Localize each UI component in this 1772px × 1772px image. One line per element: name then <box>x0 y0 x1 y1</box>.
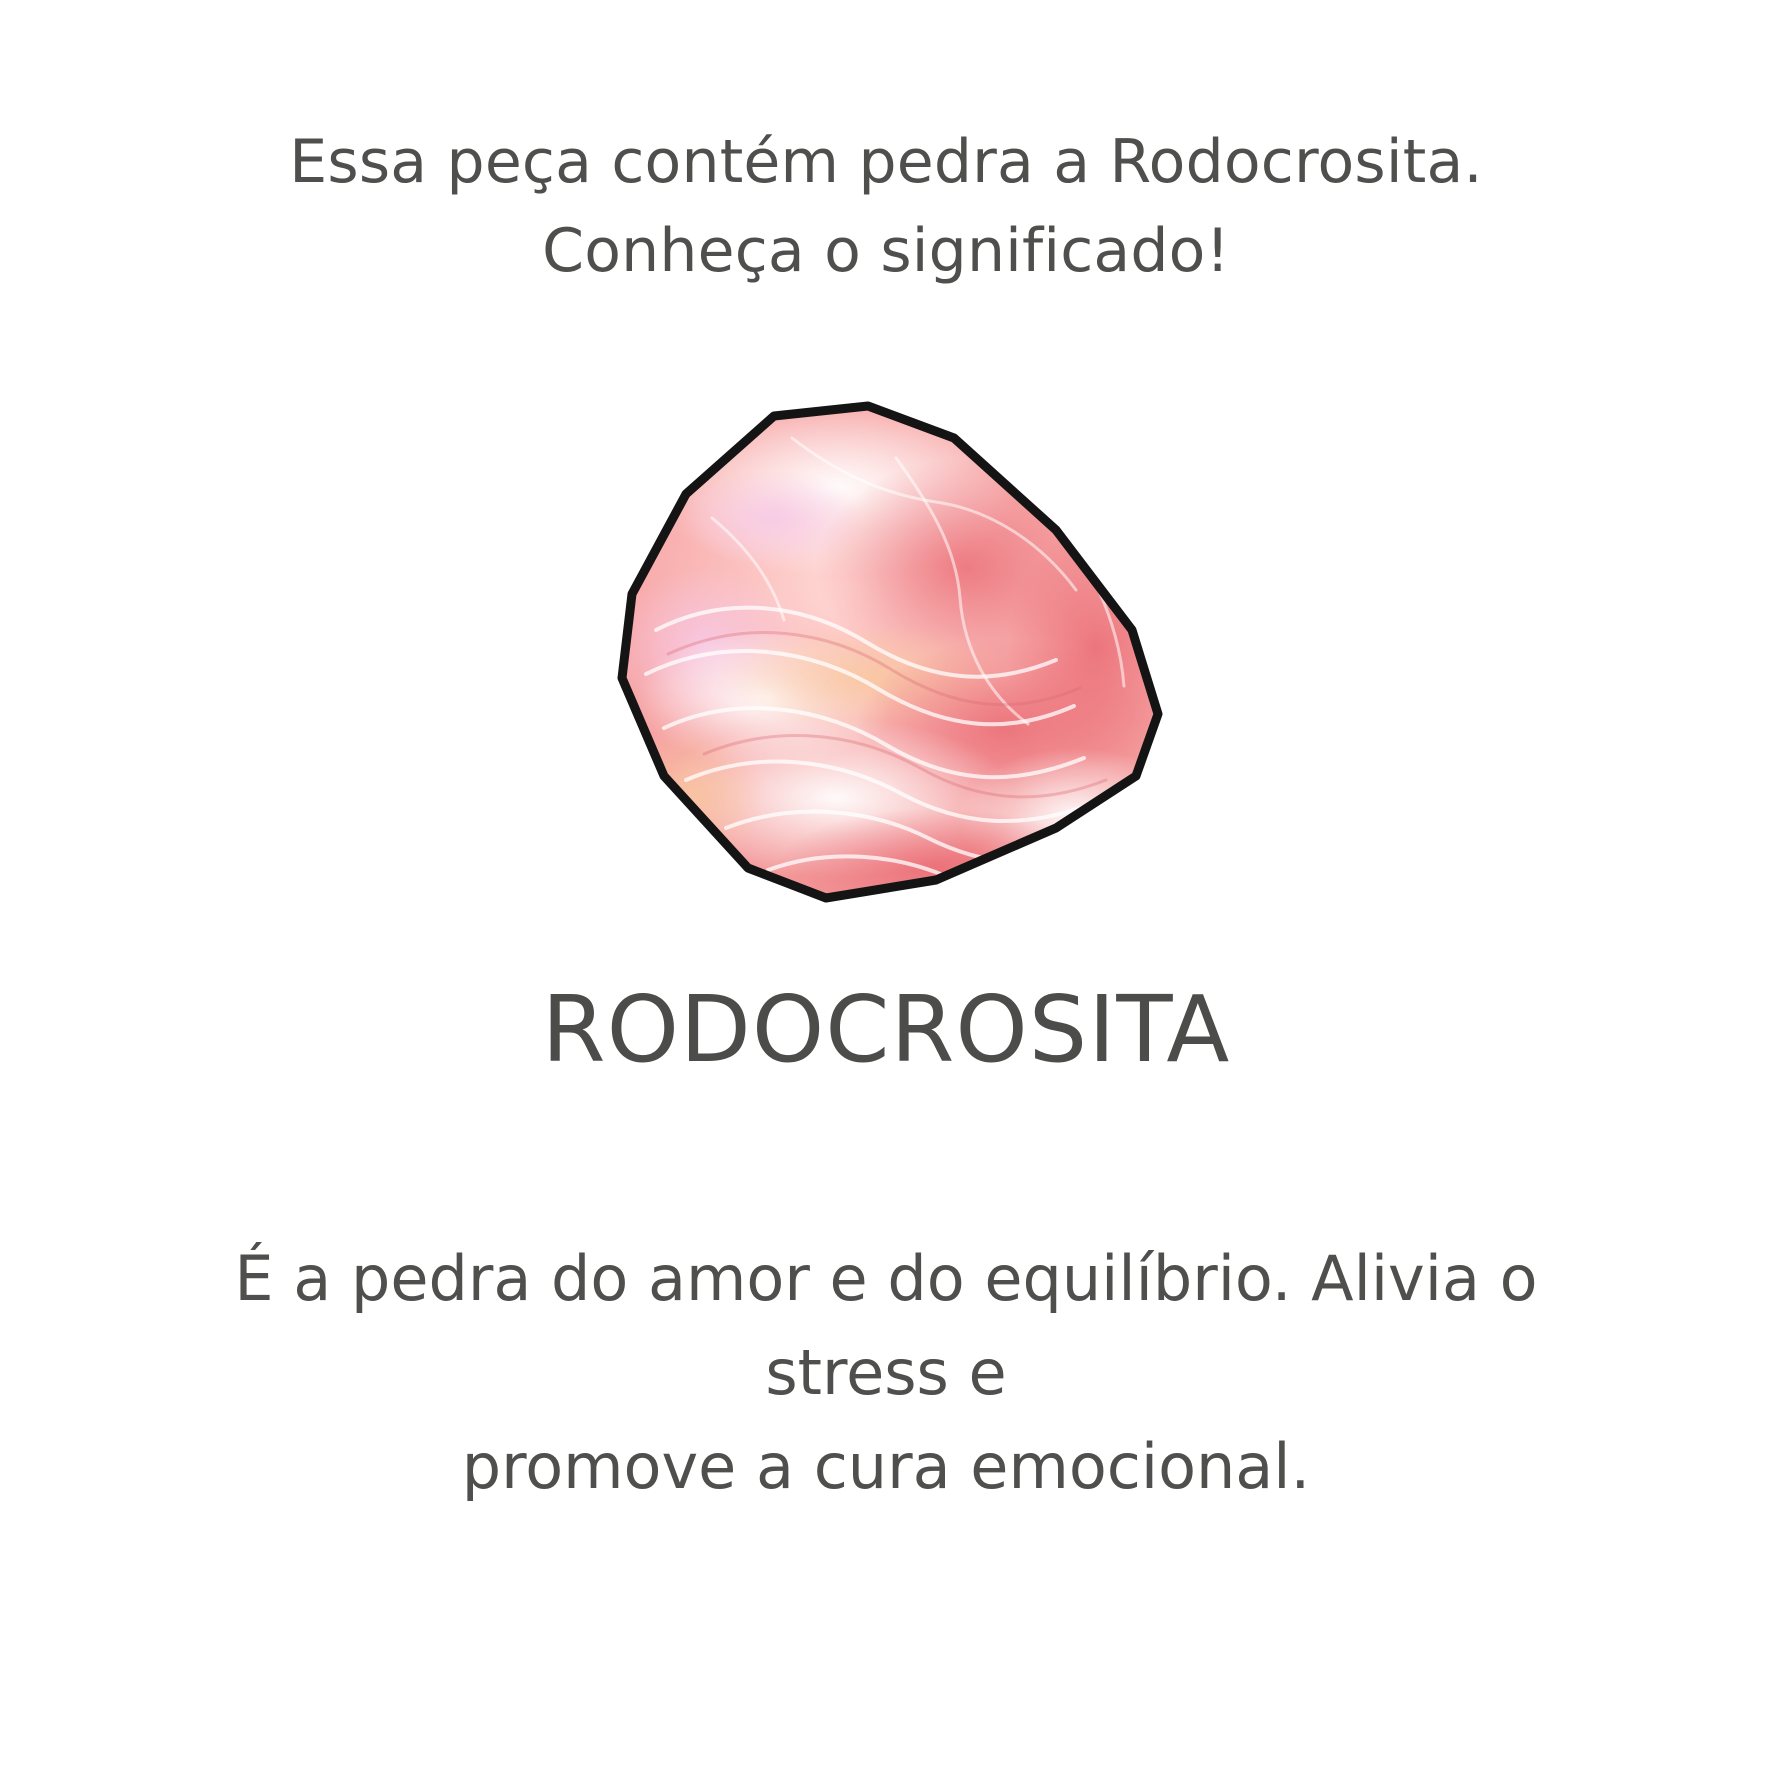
headline <box>176 118 1596 296</box>
stone-name: RODOCROSITA <box>541 975 1231 1083</box>
headline-line-1: Essa peça contém pedra a Rodocrosita. <box>289 127 1483 197</box>
rhodochrosite-stone-icon <box>536 398 1236 938</box>
stone-illustration <box>506 388 1266 948</box>
headline-line-2: Conheça o significado! <box>542 215 1230 286</box>
description-line-2: promove a cura emocional. <box>461 1430 1311 1504</box>
stone-description <box>151 1232 1621 1515</box>
description-line-1: É a pedra do amor e do equilíbrio. Alivia o stress e <box>234 1241 1538 1409</box>
